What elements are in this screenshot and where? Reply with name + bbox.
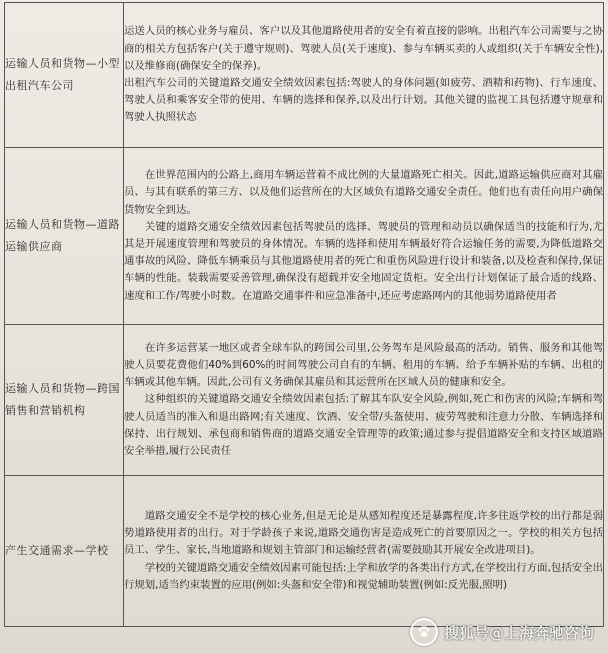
paragraph: 关键的道路交通安全绩效因素包括驾驶员的选择、驾驶员的管理和动员以确保适当的技能和行为,尤其是开展速度管理和驾驶员的身体情况。车辆的选择和使用车辆最好符合运输任务的需要,为降低道路交通事故的风险、降低车辆乘员与其他道路使用者的死亡和重伤风险进行设计和装备,以及检查和保持,保证车辆的性能。装载需要妥善管理,确保没有超载并安全地固定货柜。安全出行计划保证了最合适的线路、速度和工作/驾驶小时数。在道路交通事件和应急准备中,还应考虑路网内的其他弱势道路使用者 xyxy=(124,220,603,302)
row-content xyxy=(124,325,604,476)
paragraph: 在世界范围内的公路上,商用车辆运营着不成比例的大量道路死亡相关。因此,道路运输供应商对其雇员、与其有联系的第三方、以及他们运营所在的大区域负有道路交通安全责任。他们也有责任向用户确保货物安全到达。 xyxy=(124,169,603,216)
row-content xyxy=(124,476,604,627)
paragraph: 这种组织的关键道路交通安全绩效因素包括:了解其车队安全风险,例如,死亡和伤害的风险;车辆和驾驶人员适当的准入和退出路网;有关速度、饮酒、安全带/头盔使用、疲劳驾驶和注意力分散、车辆选择和保持、出行规划、承包商和销售商的道路交通安全管理等的政策;通过参与提倡道路安全和支持区域道路安全举措,履行公民责任 xyxy=(124,393,603,457)
row-label: 运输人员和货物—道路运输供应商 xyxy=(5,148,124,325)
table-row xyxy=(5,325,604,476)
watermark-text: 搜狐号@上海奔驰咨询 xyxy=(443,623,594,642)
paragraph: 出租汽车公司的关键道路交通安全绩效因素包括:驾驶人的身体问题(如疲劳、酒精和药物)、行车速度、驾驶人员和乘客安全带的使用、车辆的选择和保养,以及出行计划。其他关键的监视工具包括遵守规章和驾驶人执照状态 xyxy=(124,77,603,124)
row-content xyxy=(124,148,604,325)
row-content xyxy=(124,3,604,148)
paragraph: 在许多运营某一地区或者全球车队的跨国公司里,公务驾车是风险最高的活动。销售、服务和其他驾驶人员要花费他们40%到60%的时间驾驶公司自有的车辆、租用的车辆、给予车辆补贴的车辆、出租的车辆或其他车辆。因此,公司有义务确保其雇员和其运营所在区域人员的健康和安全。 xyxy=(124,341,603,389)
paragraph: 运送人员的核心业务与雇员、客户以及其他道路使用者的安全有着直接的影响。出租汽车公司需要与之协商的相关方包括客户(关于遵守规则)、驾驶人员(关于速度)、参与车辆买卖的人或组织(关于车辆安全性),以及维修商(确保安全的保养)。 xyxy=(124,25,603,72)
row-label: 运输人员和货物—小型出租汽车公司 xyxy=(5,3,124,148)
table-row xyxy=(5,3,604,148)
table-row xyxy=(5,148,604,325)
row-label: 产生交通需求—学校 xyxy=(5,476,124,627)
table-row xyxy=(5,476,604,627)
paragraph: 道路交通安全不是学校的核心业务,但是无论是从感知程度还是暴露程度,许多往返学校的出行都是弱势道路使用者的出行。对于学龄孩子来说,道路交通伤害是造成死亡的首要原因之一。学校的相关方包括员工、学生、家长,当地道路和规划主管部门和运输经营者(需要鼓励其开展安全改进项目)。 xyxy=(124,509,603,557)
row-label: 运输人员和货物—跨国销售和营销机构 xyxy=(5,325,124,476)
paw-logo-icon xyxy=(410,618,438,646)
watermark xyxy=(410,618,594,646)
paragraph: 学校的关键道路交通安全绩效因素可能包括:上学和放学的各类出行方式,在学校出行方面,包括安全出行规划,适当约束装置的应用(例如:头盔和安全带)和视觉辅助装置(例如:反光服,照明) xyxy=(124,561,603,591)
safety-factors-table xyxy=(4,2,604,627)
